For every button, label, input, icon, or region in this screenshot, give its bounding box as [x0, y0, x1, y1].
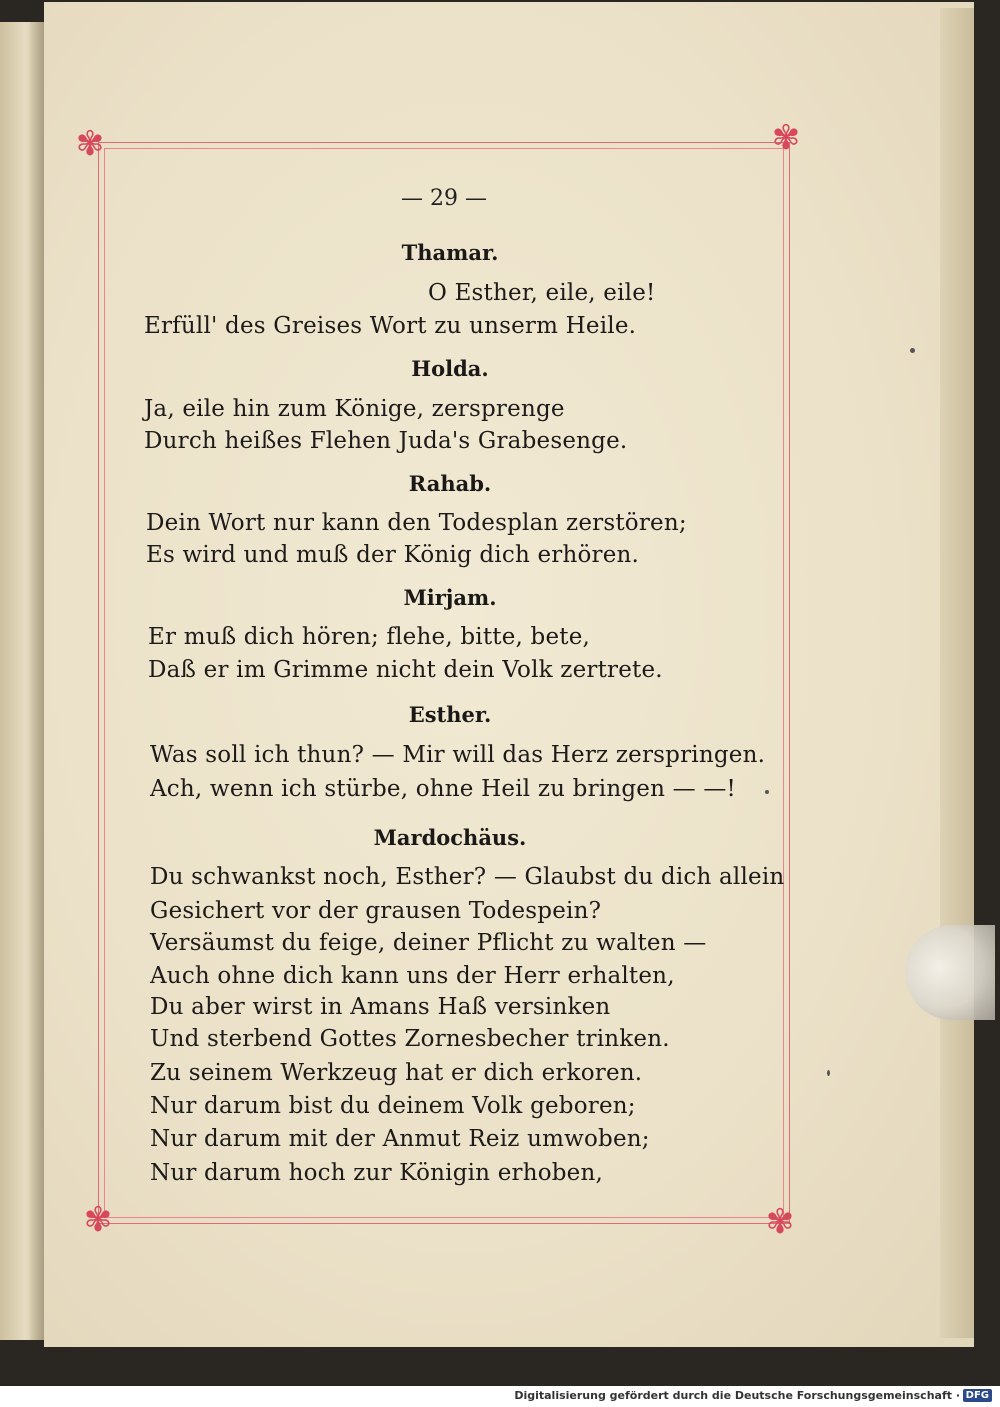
footer-credit: Digitalisierung gefördert durch die Deutsche Forschungsgemeinschaft · — [514, 1389, 960, 1402]
verse-line: Du schwankst noch, Esther? — Glaubst du dich allein — [150, 864, 785, 890]
verse-line: Nur darum hoch zur Königin erhoben, — [150, 1160, 604, 1186]
speaker-heading: Mardochäus. — [373, 825, 527, 850]
page-number: — 29 — — [401, 186, 487, 211]
verse-line: Ach, wenn ich stürbe, ohne Heil zu bringen — —! — [150, 776, 736, 802]
corner-ornament-icon: ✾ — [771, 118, 801, 158]
verse-line: Auch ohne dich kann uns der Herr erhalten, — [150, 963, 675, 989]
verse-line: Ja, eile hin zum Könige, zersprenge — [144, 396, 565, 422]
speck — [765, 790, 769, 794]
speaker-heading: Holda. — [411, 356, 489, 381]
verse-line: Er muß dich hören; flehe, bitte, bete, — [148, 624, 591, 650]
page-frame-inner — [104, 148, 784, 1218]
page-fore-edge — [940, 8, 974, 1338]
speaker-heading: Rahab. — [408, 471, 492, 496]
verse-line: Und sterbend Gottes Zornesbecher trinken. — [150, 1026, 670, 1052]
book-gutter — [30, 22, 44, 1340]
corner-ornament-icon: ✾ — [765, 1202, 795, 1242]
speck — [827, 1070, 830, 1076]
speaker-heading: Mirjam. — [403, 585, 497, 610]
verse-line: Versäumst du feige, deiner Pflicht zu walten — — [150, 930, 707, 956]
verse-line: Erfüll' des Greises Wort zu unserm Heile. — [144, 313, 637, 339]
verse-line: Du aber wirst in Amans Haß versinken — [150, 994, 611, 1020]
corner-ornament-icon: ✾ — [83, 1200, 113, 1240]
verse-line: Nur darum mit der Anmut Reiz umwoben; — [150, 1126, 650, 1152]
scanner-thumb-guard — [905, 925, 995, 1020]
speaker-heading: Thamar. — [401, 240, 499, 265]
verse-line: O Esther, eile, eile! — [428, 280, 656, 306]
verse-line: Gesichert vor der grausen Todespein? — [150, 898, 602, 924]
dfg-logo: DFG — [963, 1389, 992, 1402]
verse-line: Es wird und muß der König dich erhören. — [146, 542, 640, 568]
verse-line: Durch heißes Flehen Juda's Grabesenge. — [144, 428, 628, 454]
verse-line: Dein Wort nur kann den Todesplan zerstören; — [146, 510, 687, 536]
speaker-heading: Esther. — [408, 702, 492, 727]
footer-bar — [0, 1386, 1000, 1407]
verse-line: Daß er im Grimme nicht dein Volk zertrete. — [148, 657, 663, 683]
verse-line: Was soll ich thun? — Mir will das Herz zerspringen. — [150, 742, 766, 768]
verse-line: Zu seinem Werkzeug hat er dich erkoren. — [150, 1060, 643, 1086]
verse-line: Nur darum bist du deinem Volk geboren; — [150, 1093, 636, 1119]
speck — [910, 348, 915, 353]
corner-ornament-icon: ✾ — [75, 124, 105, 164]
